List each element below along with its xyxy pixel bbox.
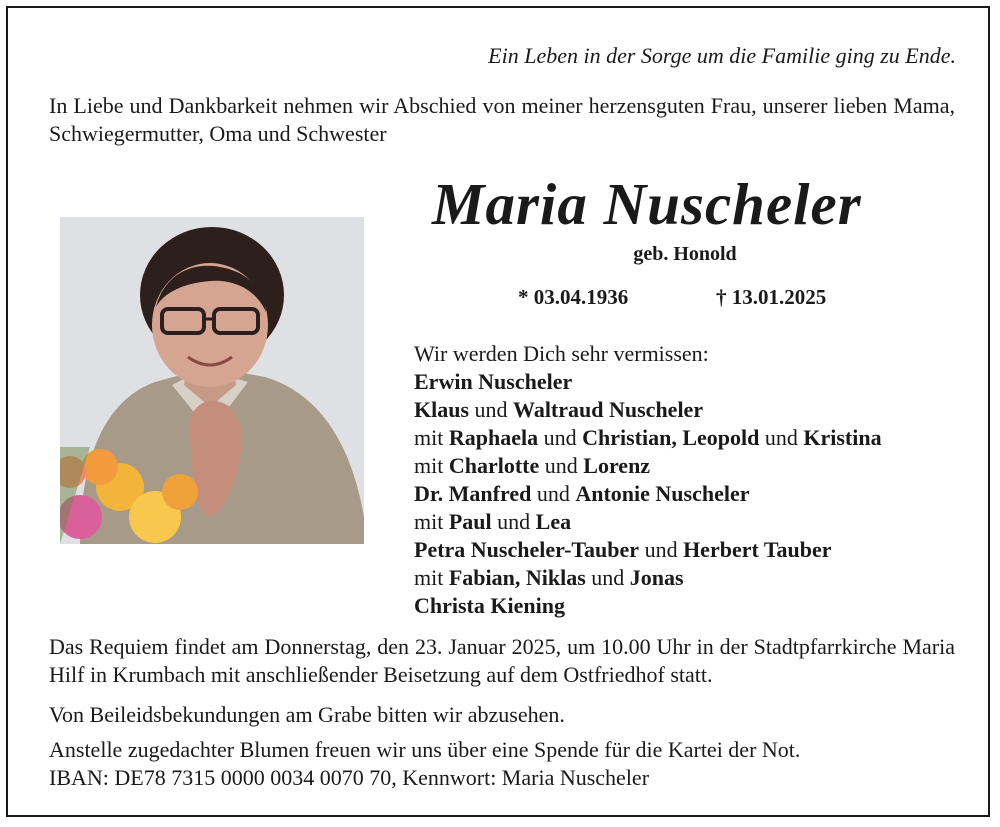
mourner-name: Herbert Tauber: [683, 537, 832, 562]
donation-iban: IBAN: DE78 7315 0000 0034 0070 70, Kennwort: Maria Nuscheler: [49, 765, 650, 790]
mourner-name: Lea: [535, 509, 572, 534]
motto: Ein Leben in der Sorge um die Familie ging zu Ende.: [488, 43, 956, 68]
connector-text: und: [539, 453, 584, 478]
mourner-name: Charlotte: [448, 453, 540, 478]
deceased-name: Maria Nuscheler: [432, 171, 862, 237]
mourner-line: [414, 592, 974, 620]
birth-date: * 03.04.1936: [518, 285, 629, 309]
mourner-line: [414, 480, 974, 508]
mourner-line: [414, 424, 974, 452]
mourner-line: [414, 452, 974, 480]
mourner-name: Kristina: [803, 425, 882, 450]
condolence-note: Von Beileidsbekundungen am Grabe bitten wir abzusehen.: [49, 702, 565, 727]
mourner-line: [414, 536, 974, 564]
mourner-name: Dr. Manfred: [414, 481, 532, 506]
portrait-photo: [60, 217, 364, 544]
maiden-name: geb. Honold: [633, 243, 737, 265]
connector-text: und: [491, 509, 536, 534]
connector-text: und: [538, 425, 583, 450]
connector-text: und: [759, 425, 804, 450]
mourner-name: Klaus: [414, 397, 470, 422]
connector-text: mit: [414, 509, 449, 534]
death-date: † 13.01.2025: [716, 285, 827, 309]
connector-text: mit: [414, 453, 449, 478]
mourner-line: [414, 396, 974, 424]
mourner-line: [414, 564, 974, 592]
donation-note: Anstelle zugedachter Blumen freuen wir uns über eine Spende für die Kartei der Not.: [49, 737, 801, 762]
mourner-line: [414, 508, 974, 536]
mourner-name: Jonas: [629, 565, 684, 590]
mourner-name: Petra Nuscheler-Tauber: [414, 537, 640, 562]
mourner-line: [414, 368, 974, 396]
mourners-list: [414, 340, 974, 620]
requiem-info: Das Requiem findet am Donnerstag, den 23. Januar 2025, um 10.00 Uhr in der Stadtpfarrkirche Maria Hilf in Krumbach mit anschließender Beisetzung auf dem Ostfriedhof statt.: [49, 634, 955, 687]
mourner-name: Erwin Nuscheler: [414, 369, 573, 394]
mourner-name: Fabian, Niklas: [448, 565, 586, 590]
mourner-name: Raphaela: [448, 425, 539, 450]
connector-text: und: [639, 537, 684, 562]
mourner-names: [414, 368, 974, 620]
mourners-intro: Wir werden Dich sehr vermissen:: [414, 341, 709, 366]
connector-text: mit: [414, 565, 449, 590]
mourner-name: Antonie Nuscheler: [575, 481, 750, 506]
connector-text: mit: [414, 425, 449, 450]
connector-text: und: [469, 397, 514, 422]
mourner-name: Christa Kiening: [414, 593, 565, 618]
mourner-name: Lorenz: [583, 453, 651, 478]
mourner-name: Paul: [448, 509, 492, 534]
connector-text: und: [585, 565, 630, 590]
intro-text: In Liebe und Dankbarkeit nehmen wir Abschied von meiner herzensguten Frau, unserer lieben Mama, Schwiegermutter, Oma und Schwester: [49, 93, 955, 146]
mourner-name: Christian, Leopold: [582, 425, 760, 450]
mourner-name: Waltraud Nuscheler: [513, 397, 704, 422]
connector-text: und: [531, 481, 576, 506]
